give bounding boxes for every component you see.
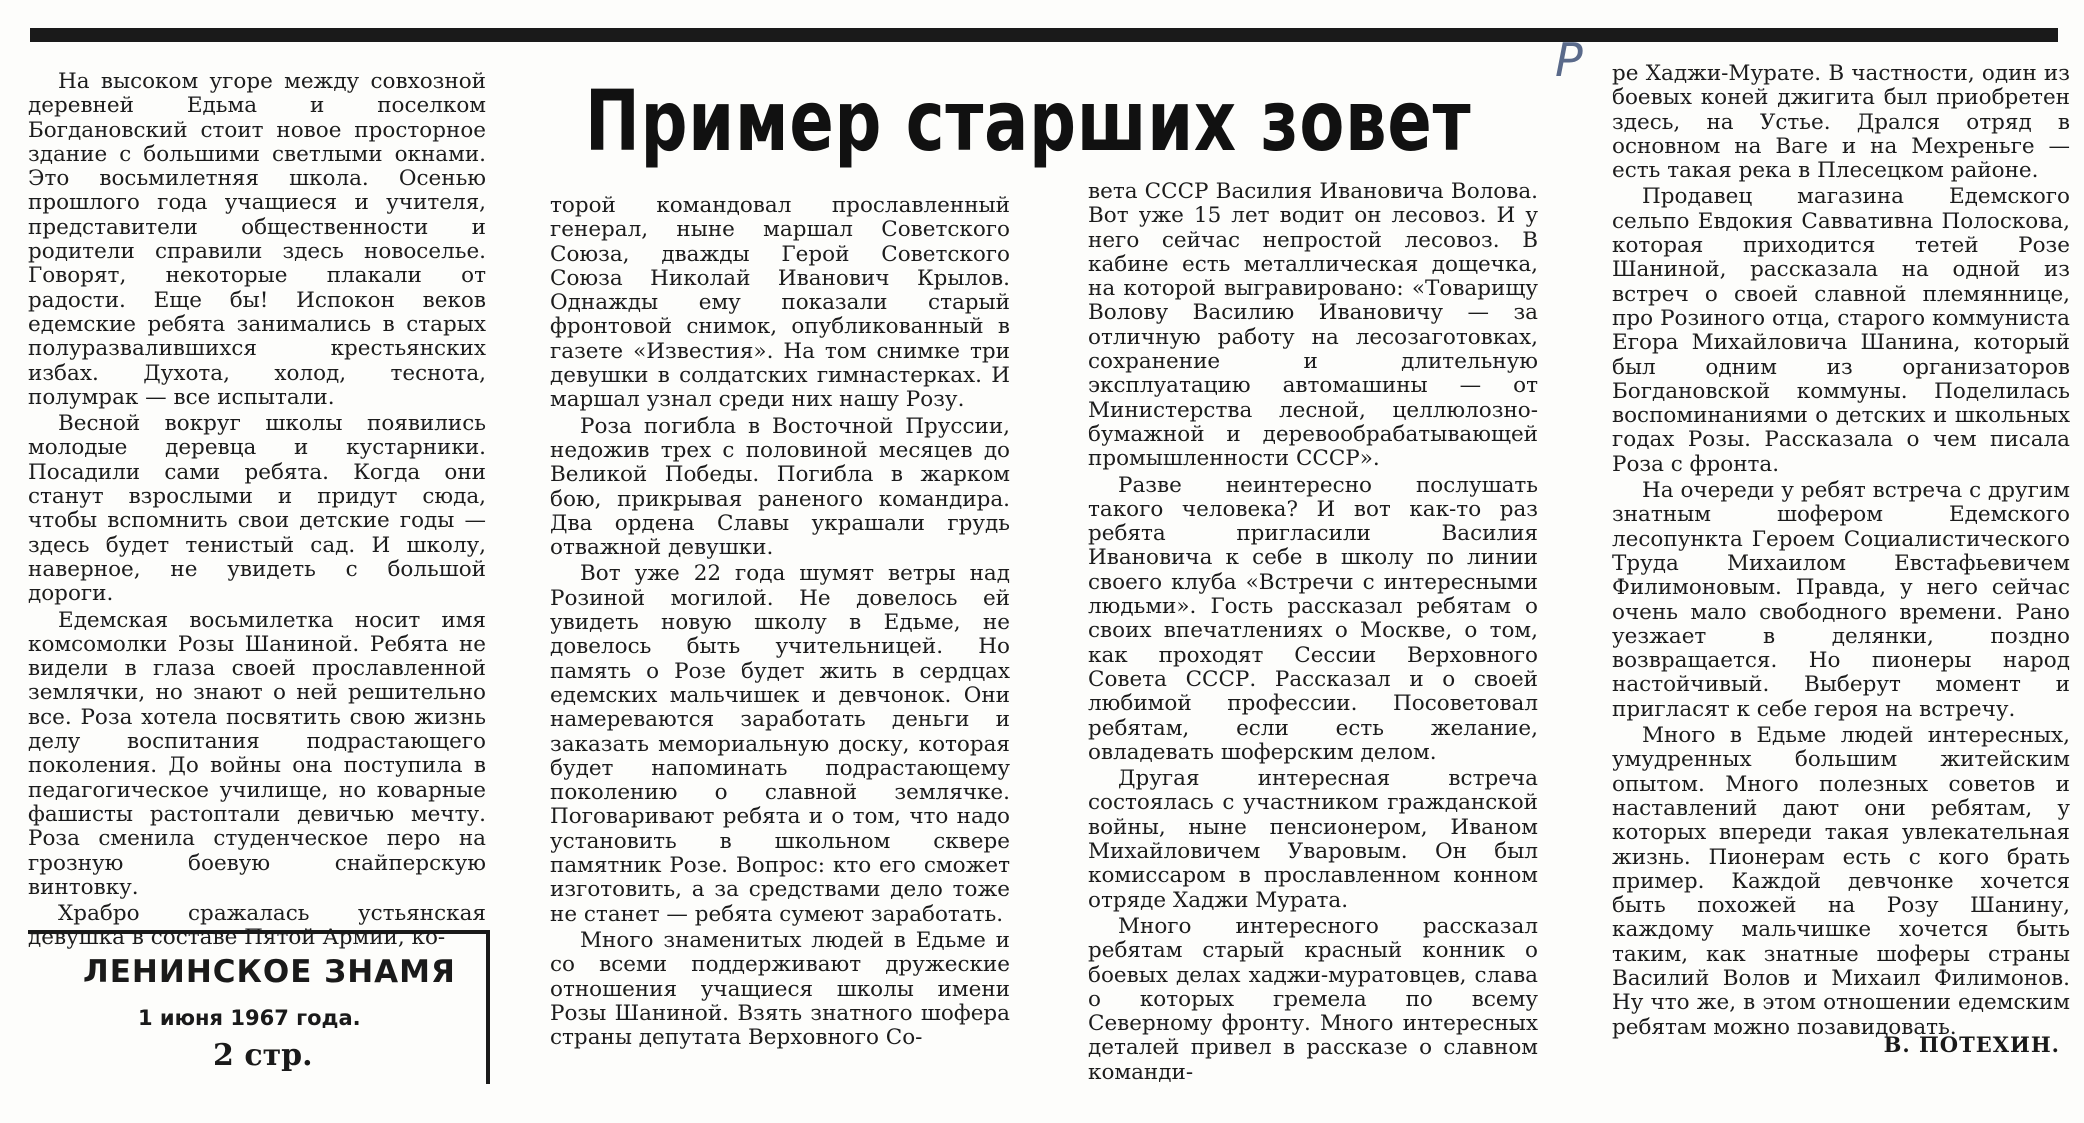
top-rule xyxy=(30,28,2058,42)
paragraph: На очереди у ребят встреча с другим знатным шофером Едемского лесопункта Героем Социалистического Труда Михаилом Евстафьевичем Филимоновым. Правда, у него сейчас очень мало свободного времени. Рано уезжает в делянки, поздно возвращается. Но пионеры народ настойчивый. Выберут момент и пригласят к себе героя на встречу. xyxy=(1612,478,2070,722)
paragraph: торой командовал прославленный генерал, ныне маршал Советского Союза, дважды Герой Советского Союза Николай Иванович Крылов. Однажды ему показали старый фронтовой снимок, опубликованный в газете «Известия». На том снимке три девушки в солдатских гимнастерках. И маршал узнал среди них нашу Розу. xyxy=(550,193,1010,413)
paragraph: Другая интересная встреча состоялась с участником гражданской войны, ныне пенсионером, Иваном Михайловичем Уваровым. Он был комиссаром в прославленном конном отряде Хаджи Мурата. xyxy=(1088,766,1538,913)
paragraph: Разве неинтересно послушать такого человека? И вот как-то раз ребята пригласили Василия Ивановича к себе в школу по линии своего клуба «Встречи с интересными людьми». Гость рассказал ребятам о своих впечатлениях о Москве, о том, как проходят Сессии Верховного Совета СССР. Рассказал и о своей любимой профессии. Посоветовал ребятам, если есть желание, овладевать шоферским делом. xyxy=(1088,472,1538,765)
paragraph: Много в Едьме людей интересных, умудренных большим житейским опытом. Много полезных советов и наставлений дают они ребятам, у которых впереди такая увлекательная жизнь. Пионерам есть с кого брать пример. Каждой девчонке хочется быть похожей на Розу Шанину, каждому мальчишке хочется быть таким, как знатные шоферы страны Василий Волов и Михаил Филимонов. Ну что же, в этом отношении едемским ребятам можно позавидовать. xyxy=(1612,723,2070,1040)
paragraph: Едемская восьмилетка носит имя комсомолки Розы Шаниной. Ребята не видели в глаза своей прославленной землячки, но знают о ней решительно все. Роза хотела посвятить свою жизнь делу воспитания подрастающего поколения. До войны она поступила в педагогическое училище, но коварные фашисты растоптали девичью мечту. Роза сменила студенческое перо на грозную боевую снайперскую винтовку. xyxy=(28,607,486,900)
page-number: 2 стр. xyxy=(213,1038,313,1073)
issue-date: 1 июня 1967 года. xyxy=(138,1006,361,1030)
paragraph: Роза погибла в Восточной Пруссии, недожив трех с половиной месяцев до Великой Победы. Погибла в жарком бою, прикрывая раненого командира. Два ордена Славы украшали грудь отважной девушки. xyxy=(550,413,1010,561)
paragraph: Продавец магазина Едемского сельпо Евдокия Саввативна Полоскова, которая приходится тетей Розе Шаниной, рассказала на одной из встреч о своей славной племяннице, про Розиного отца, старого коммуниста Егора Михайловича Шанина, который был одним из организаторов Богдановской коммуны. Поделилась воспоминаниями о детских и школьных годах Розы. Рассказала о чем писала Роза с фронта. xyxy=(1612,184,2070,477)
handwritten-mark: P xyxy=(1555,33,1583,87)
article-headline: Пример старших зовет xyxy=(585,72,1472,170)
article-column-2 xyxy=(550,194,1010,1074)
paragraph: Много интересного рассказал ребятам старый красный конник о боевых делах хаджи-муратовцев, слава о которых гремела по всему Северному фронту. Много интересных деталей привел в рассказе о славном команди- xyxy=(1088,913,1538,1085)
paragraph: Вот уже 22 года шумят ветры над Розиной могилой. Не довелось ей увидеть новую школу в Едьме, не довелось быть учительницей. Но память о Розе будет жить в сердцах едемских мальчишек и девчонок. Они намереваются заработать деньги и заказать мемориальную доску, которая будет напоминать подрастающему поколению о славной землячке. Поговаривают ребята и о том, что надо установить в школьном сквере памятник Розе. Вопрос: кто его сможет изготовить, а за средствами дело тоже не станет — ребята сумеют заработать. xyxy=(550,561,1010,927)
article-column-3 xyxy=(1088,179,1538,1085)
paragraph: Много знаменитых людей в Едьме и со всеми поддерживают дружеские отношения учащиеся школы имени Розы Шаниной. Взять знатного шофера страны депутата Верховного Со- xyxy=(550,927,1010,1051)
article-column-4 xyxy=(1612,62,2070,1062)
paragraph: На высоком угоре между совхозной деревней Едьма и поселком Богдановский стоит новое просторное здание с большими светлыми окнами. Это восьмилетняя школа. Осенью прошлого года учащиеся и учителя, представители общественности и родители справили здесь новоселье. Говорят, некоторые плакали от радости. Еще бы! Испокон веков едемские ребята занимались в старых полуразвалившихся крестьянских избах. Духота, холод, теснота, полумрак — все испытали. xyxy=(28,69,486,410)
paragraph: Весной вокруг школы появились молодые деревца и кустарники. Посадили сами ребята. Когда они станут взрослыми и придут сюда, чтобы вспомнить свои детские годы — здесь будет тенистый сад. И школу, наверное, не увидеть с большой дороги. xyxy=(28,411,486,607)
article-author: В. ПОТЕХИН. xyxy=(1883,1032,2060,1057)
article-column-1 xyxy=(28,69,486,951)
newspaper-name: ЛЕНИНСКОЕ ЗНАМЯ xyxy=(83,954,456,990)
paragraph: Храбро сражалась устьянская девушка в составе Пятой Армии, ко- xyxy=(28,901,486,951)
newspaper-masthead xyxy=(28,930,490,1084)
paragraph: вета СССР Василия Ивановича Волова. Вот уже 15 лет водит он лесовоз. И у него сейчас непростой лесовоз. В кабине есть металлическая дощечка, на которой выгравировано: «Товарищу Волову Василию Ивановичу — за отличную работу на лесозаготовках, сохранение и длительную эксплуатацию автомашины — от Министерства лесной, целлюлозно-бумажной и деревообрабатывающей промышленности СССР». xyxy=(1088,179,1538,472)
paragraph: ре Хаджи-Мурате. В частности, один из боевых коней джигита был приобретен здесь, на Устье. Дрался отряд в основном на Ваге и на Мехреньге — есть такая река в Плесецком районе. xyxy=(1612,61,2070,184)
